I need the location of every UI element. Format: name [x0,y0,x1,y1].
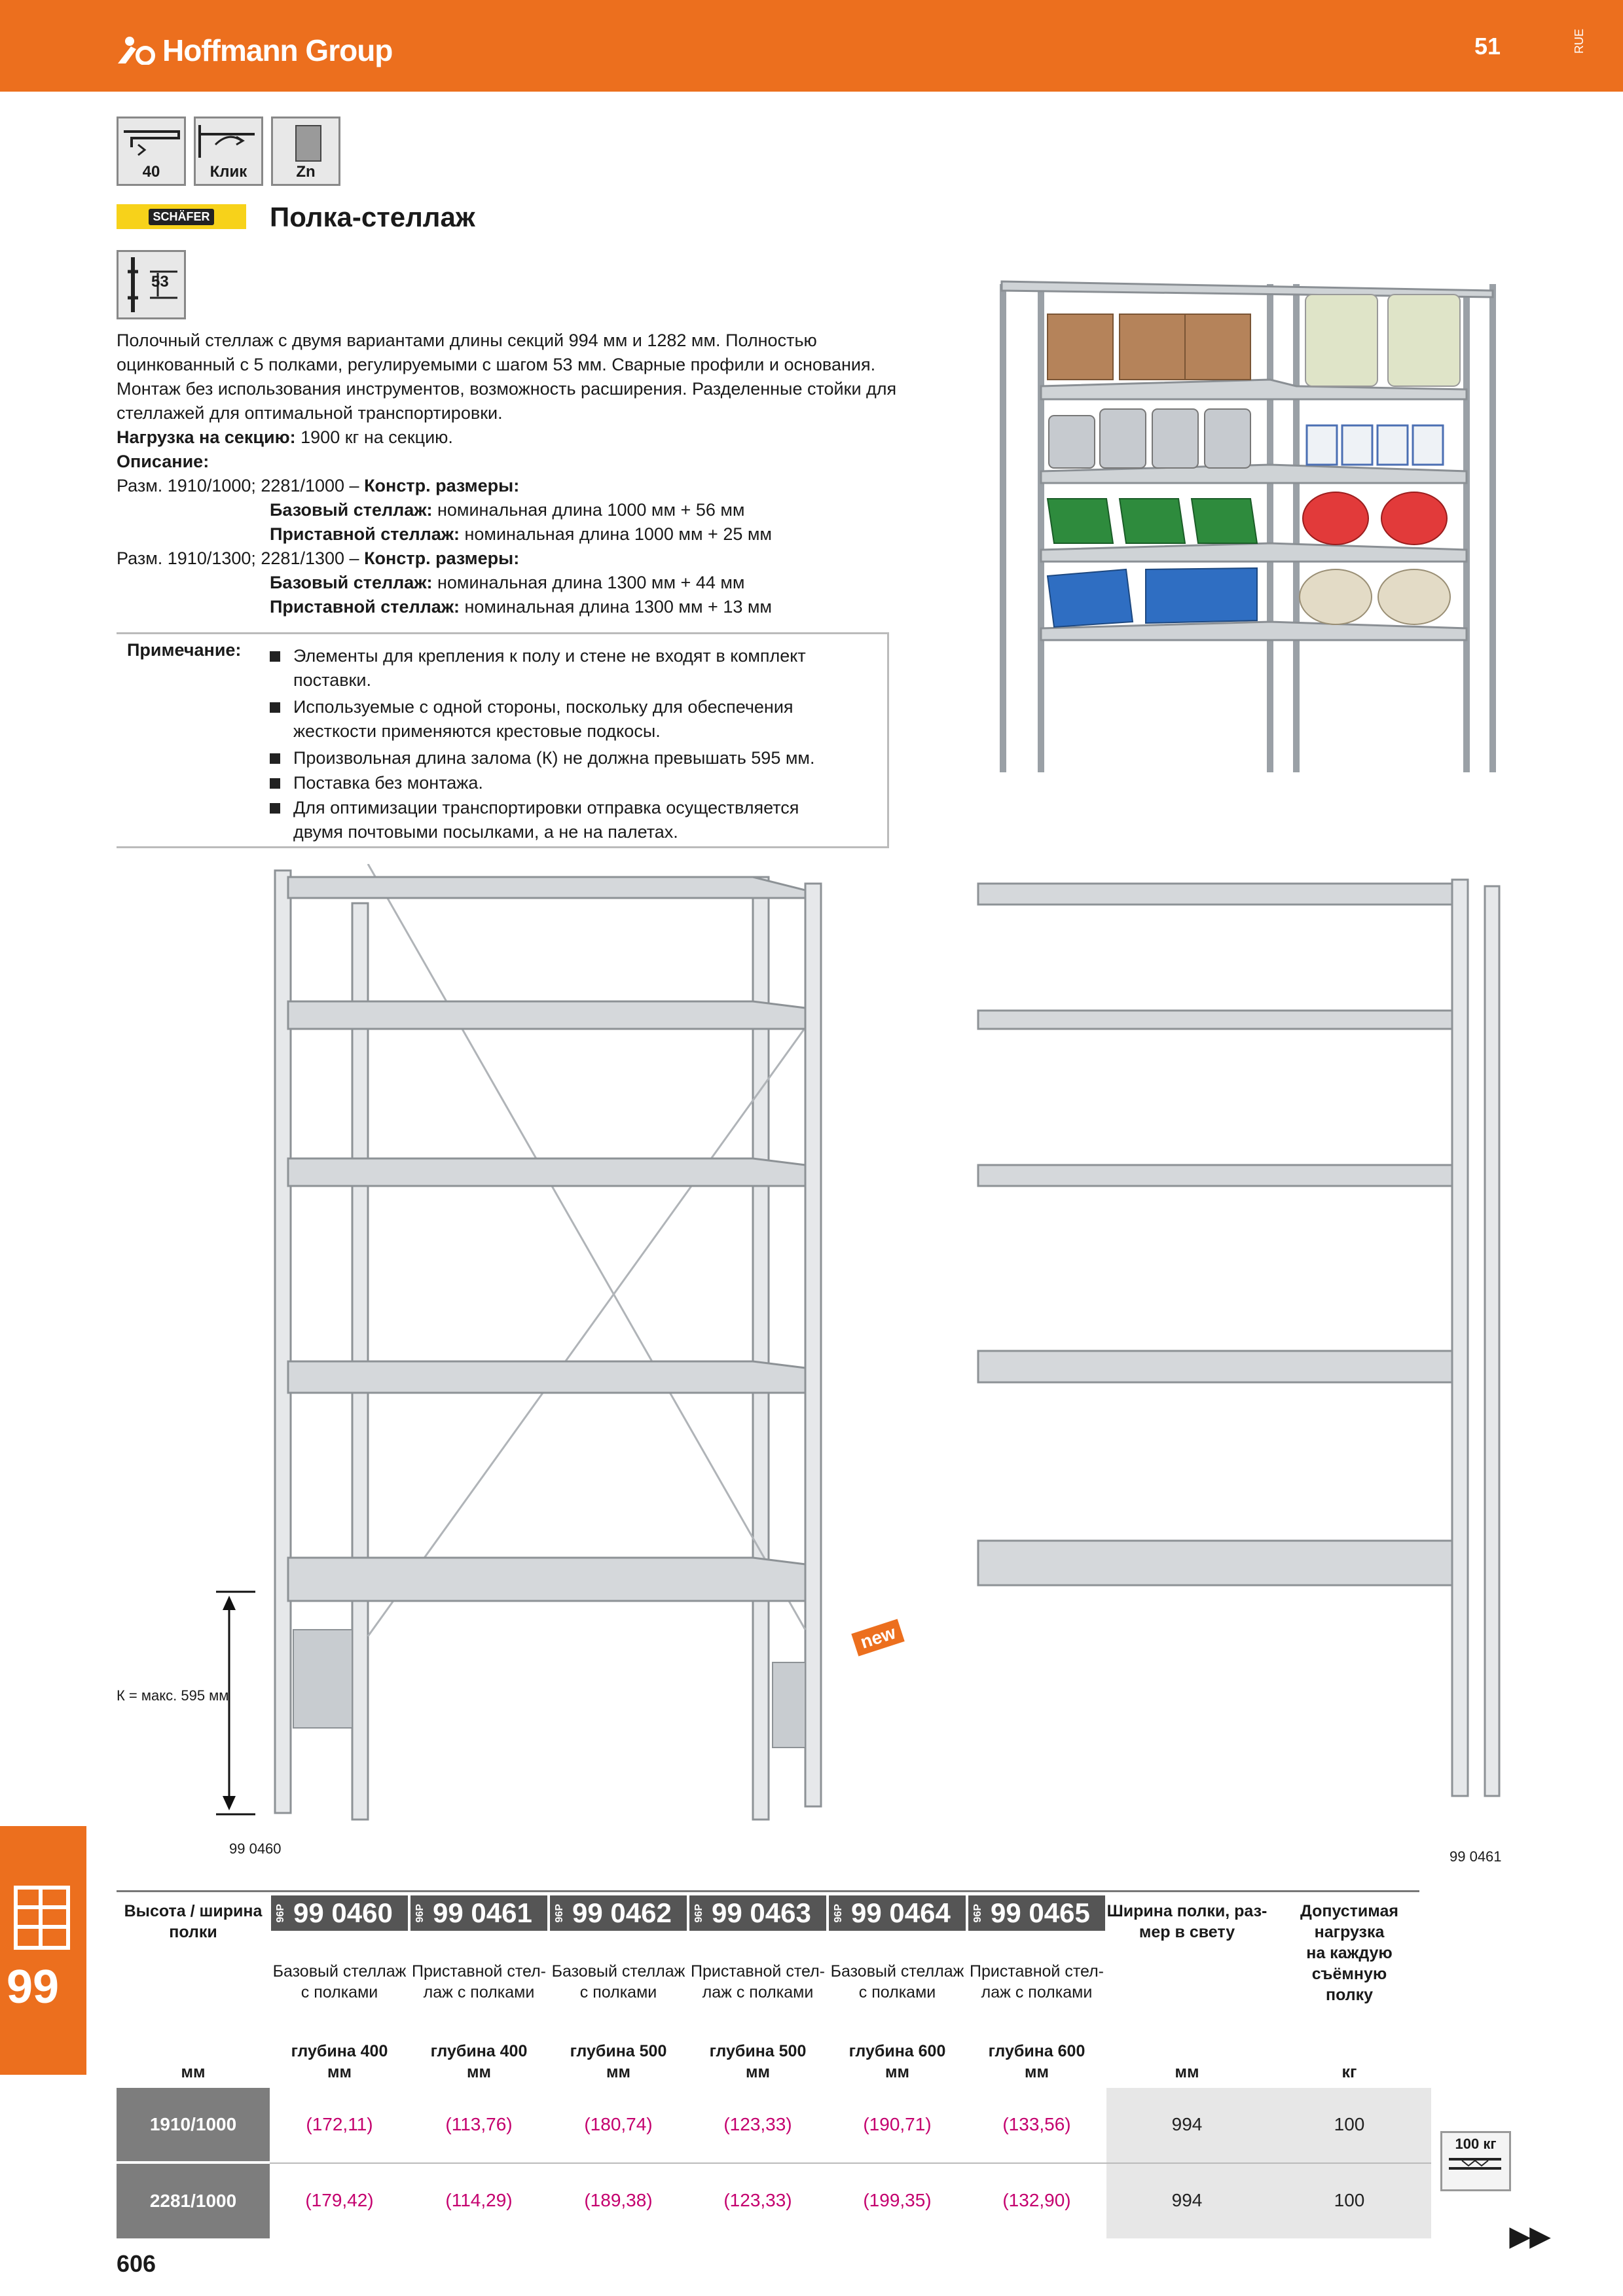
figure-code-left: 99 0460 [229,1840,282,1857]
intro-line: стеллажей для оптимальной транспортировки. [117,403,503,423]
note-item [270,746,859,770]
price-cell[interactable]: (132,90) [1002,2190,1071,2210]
note-item [270,644,859,692]
notes-label: Примечание: [127,640,242,660]
next-page-arrow-icon[interactable]: ▶▶ [1510,2222,1550,2251]
intro-line: Полочный стеллаж с двумя вариантами длины секций 994 мм и 1282 мм. Полностью [117,331,817,350]
shelving-chapter-icon [12,1885,72,1950]
product-title: Полка-стеллаж [270,202,475,232]
hoffmann-man-icon [117,36,158,65]
header-page-number: 51 [1474,33,1501,60]
load-label: Нагрузка на секцию: [117,427,296,447]
shelf-depth-icon [117,117,186,186]
col-header-load: Допустимая нагрузка на каждую съёмную полку [1300,1902,1398,2004]
price-cell[interactable]: (123,33) [723,2190,792,2210]
product-code-header[interactable] [271,1895,408,1931]
price-cell[interactable]: (123,33) [723,2114,792,2134]
product-type: Приставной стел- лаж с полками [412,1962,546,2001]
shelf-load-cell: 100 [1334,2190,1365,2210]
product-code-header[interactable] [968,1895,1105,1931]
icon-caption: 40 [142,163,160,181]
shelf-width-cell: 994 [1171,2190,1203,2210]
product-code-header[interactable] [829,1895,966,1931]
shelf-depth: глубина 400 мм [291,2042,388,2081]
note-item [270,796,859,844]
k-dimension-label: К = макс. 595 мм [117,1687,229,1704]
footer-page-number: 606 [117,2250,156,2277]
note-item [270,695,859,744]
price-cell[interactable]: (189,38) [584,2190,653,2210]
pitch-53-icon [117,250,186,319]
chapter-side-tab[interactable] [0,1826,86,2075]
price-group: 96P [554,1903,565,1923]
product-code: 99 0463 [712,1897,811,1928]
product-type: Базовый стеллаж с полками [551,1962,685,2001]
spec1-base-label: Базовый стеллаж: [270,500,433,520]
product-code-header[interactable] [689,1895,826,1931]
spec2-base-value: номинальная длина 1300 мм + 44 мм [432,573,745,592]
spec2-base-label: Базовый стеллаж: [270,573,433,592]
shelf-load-icon-text: 100 кг [1455,2136,1497,2152]
spec1-base-value: номинальная длина 1000 мм + 56 мм [432,500,745,520]
spec2-prefix: Разм. 1910/1300; 2281/1300 – [117,548,365,568]
product-description [117,329,968,619]
price-cell[interactable]: (180,74) [584,2114,653,2134]
spec2-add-value: номинальная длина 1300 мм + 13 мм [459,597,772,617]
spec1-add [117,522,968,547]
schafer-logo-text: SCHÄFER [149,209,213,225]
price-cell[interactable]: (179,42) [305,2190,374,2210]
shelf-load-icon [1440,2131,1511,2191]
product-type: Приставной стел- лаж с полками [970,1962,1104,2001]
spec1-add-label: Приставной стеллаж: [270,524,460,544]
price-group: 96P [833,1903,844,1923]
price-group: 96P [972,1903,983,1923]
schafer-logo [117,204,246,229]
shelf-depth: глубина 600 мм [848,2042,946,2081]
shelf-width-cell: 994 [1171,2114,1203,2134]
shelf-depth: глубина 600 мм [988,2042,1085,2081]
product-code-header[interactable] [550,1895,687,1931]
product-code: 99 0460 [293,1897,393,1928]
shelving-with-goods-photo [995,275,1506,779]
shelf-load-cell: 100 [1334,2114,1365,2134]
product-code: 99 0461 [433,1897,532,1928]
price-cell[interactable]: (114,29) [445,2190,513,2210]
spec1-heading: Констр. размеры: [364,476,520,495]
note-item [270,771,859,795]
unit-mm: мм [181,2063,206,2081]
hoffmann-logo[interactable] [117,34,392,67]
base-shelf-drawing [216,864,858,1859]
unit-kg: кг [1341,2063,1357,2081]
row-divider [270,2162,1431,2164]
price-cell[interactable]: (113,76) [445,2114,513,2134]
shelf-depth: глубина 500 мм [570,2042,667,2081]
note-line: поставки. [293,670,371,690]
spec2-heading: Констр. размеры: [364,548,520,568]
icon-caption: Клик [210,163,247,181]
product-code: 99 0464 [851,1897,951,1928]
price-group: 96P [693,1903,704,1923]
click-lock-icon [194,117,263,186]
spec1-line [117,474,968,498]
price-group: 96P [275,1903,286,1923]
shelf-depth: глубина 400 мм [430,2042,528,2081]
product-code: 99 0462 [572,1897,672,1928]
spec1-add-value: номинальная длина 1000 мм + 25 мм [459,524,772,544]
icon-caption: Zn [296,163,316,181]
description-label: Описание: [117,452,210,471]
price-cell[interactable]: (199,35) [863,2190,932,2210]
spec2-add [117,595,968,619]
product-type: Базовый стеллаж с полками [272,1962,407,2001]
product-type: Базовый стеллаж с полками [830,1962,964,2001]
new-badge: new [851,1619,905,1656]
col-header-size: Высота / ширина полки [124,1902,263,1941]
shelf-depth: глубина 500 мм [709,2042,807,2081]
price-cell[interactable]: (190,71) [863,2114,932,2134]
note-line: Элементы для крепления к полу и стене не входят в комплект [293,646,806,666]
price-group: 96P [414,1903,426,1923]
note-line: Используемые с одной стороны, поскольку для обеспечения [293,697,793,717]
note-line: Произвольная длина залома (К) не должна превышать 595 мм. [293,748,815,768]
intro-line: оцинкованный с 5 полками, регулируемыми с шагом 53 мм. Сварные профили и основания. [117,355,876,374]
spec1-prefix: Разм. 1910/1000; 2281/1000 – [117,476,365,495]
chapter-number: 99 [7,1961,60,2013]
note-line: Для оптимизации транспортировки отправка осуществляется [293,798,799,817]
col-header-width: Ширина полки, раз- мер в свету [1106,1902,1267,1941]
pitch-caption: 53 [151,273,169,291]
note-line: Поставка без монтажа. [293,773,483,793]
brand-name: Hoffmann Group [162,33,393,67]
product-type: Приставной стел- лаж с полками [691,1962,825,2001]
price-cell[interactable]: (133,56) [1002,2114,1071,2134]
language-code: RUE [1573,29,1586,54]
product-code: 99 0465 [991,1897,1090,1928]
unit-mm: мм [1175,2063,1199,2081]
spec2-add-label: Приставной стеллаж: [270,597,460,617]
row-size: 1910/1000 [117,2088,270,2161]
load-value: 1900 кг на секцию. [295,427,453,447]
intro-line: Монтаж без использования инструментов, возможность расширения. Разделенные стойки для [117,379,897,399]
spec2-line [117,547,968,571]
note-line: жесткости применяются крестовые подкосы. [293,721,661,741]
figure-code-right: 99 0461 [1450,1848,1502,1865]
row-size: 2281/1000 [117,2164,270,2238]
add-on-shelf-drawing [969,864,1519,1833]
spec2-base [117,571,968,595]
zinc-finish-icon [271,117,340,186]
table-top-rule [117,1890,1419,1892]
product-code-header[interactable] [410,1895,547,1931]
load-line [117,425,968,450]
price-cell[interactable]: (172,11) [306,2114,373,2134]
note-line: двумя почтовыми посылками, а не на палетах. [293,822,678,842]
spec1-base [117,498,968,522]
